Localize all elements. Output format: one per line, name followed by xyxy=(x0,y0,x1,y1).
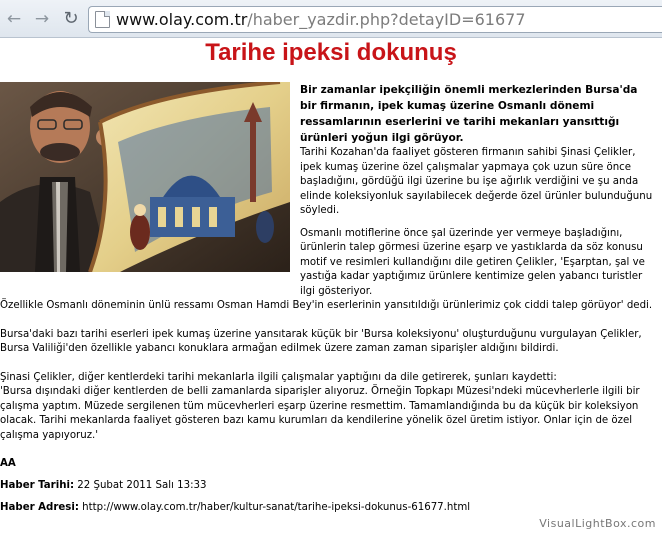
paragraph-4-intro: Şinasi Çelikler, diğer kentlerdeki tarihi mekanlarla ilgili çalışmalar yaptığını da dile getirerek, şunları kaydetti: xyxy=(0,371,557,383)
news-address-link[interactable]: http://www.olay.com.tr/haber/kultur-sanat/tarihe-ipeksi-dokunus-61677.html xyxy=(82,502,471,513)
news-source: AA xyxy=(0,458,16,469)
paragraph-2b: Özellikle Osmanlı döneminin ünlü ressamı Osman Hamdi Bey'in eserlerinin yansıtıldığı ürünlerimiz çok ciddi talep görüyor' dedi. xyxy=(0,300,653,311)
browser-toolbar xyxy=(0,0,662,38)
url-host: www.olay.com.tr xyxy=(116,10,248,29)
article-lead: Bir zamanlar ipekçiliğin önemli merkezlerinden Bursa'da bir firmanın, ipek kumaş üzerine Osmanlı dönemi ressamlarının eserlerini ve tarihi mekanları yansıttığı ürünleri yoğun ilgi görüyor. xyxy=(300,84,638,144)
arrow-right-icon[interactable]: → xyxy=(34,8,50,29)
paragraph-3: Bursa'daki bazı tarihi eserleri ipek kumaş üzerine yansıtarak küçük bir 'Bursa koleksiyonu' oluşturduğunu vurgulayan Çelikler, Bursa Valiliği'den özellikle yabancı konuklara armağan edilmek üzere zaman zaman siparişler aldığını bildirdi. xyxy=(0,328,642,354)
paragraph-2a: Osmanlı motiflerine önce şal üzerinde yer vermeye başladığını, ürünlerin talep görmesi üzerine eşarp ve yastıklarda da söz konusu motif ve resimleri kullandığını dile getiren Çelikler, 'Eşarptan, şal ve yastığa kadar yaptığımız ürünlere kentimize gelen yabancı turistler ilgi gösteriyor. xyxy=(300,227,645,297)
news-date-value: 22 Şubat 2011 Salı 13:33 xyxy=(77,480,207,491)
news-address xyxy=(0,501,662,515)
arrow-left-icon[interactable]: ← xyxy=(6,8,22,29)
paragraph-1: Tarihi Kozahan'da faaliyet gösteren firmanın sahibi Şinasi Çelikler, ipek kumaş üzerine özel çalışmalar yapmaya çok uzun süre önce başladığını, gördüğü ilgi üzerine bu işe ağırlık verdiğini ve şu anda elinde koleksiyonluk sayılabilecek değerde özel ürünler bulunduğunu söyledi. xyxy=(300,147,653,216)
lead-block xyxy=(300,82,655,299)
reload-icon[interactable]: ↻ xyxy=(63,8,79,29)
watermark: VisualLightBox.com xyxy=(539,517,656,530)
page-icon xyxy=(95,11,110,28)
paragraph-4-quote: 'Bursa dışındaki diğer kentlerden de belli zamanlarda siparişler alıyoruz. Örneğin Topkapı Müzesi'ndeki mücevherlerle ilgili bir çalışma yaptım. Müzede sergilenen tüm mücevherleri eşarp üzerine resmettim. Tamamlandığında bu da küçük bir koleksiyon olacak. Tarihi mekanlarda faaliyet gösteren bazı kamu kurumları da kendilerine yönelik özel üretim istiyor. Onlar için de özel çalışma yapıyoruz.' xyxy=(0,386,640,441)
news-address-label: Haber Adresi: xyxy=(0,502,79,513)
news-date-label: Haber Tarihi: xyxy=(0,480,75,491)
url-path: /haber_yazdir.php?detayID=61677 xyxy=(247,10,526,29)
article-body xyxy=(0,82,662,515)
article-title: Tarihe ipeksi dokunuş xyxy=(205,39,457,66)
address-bar[interactable] xyxy=(88,6,662,33)
news-date xyxy=(0,479,662,493)
